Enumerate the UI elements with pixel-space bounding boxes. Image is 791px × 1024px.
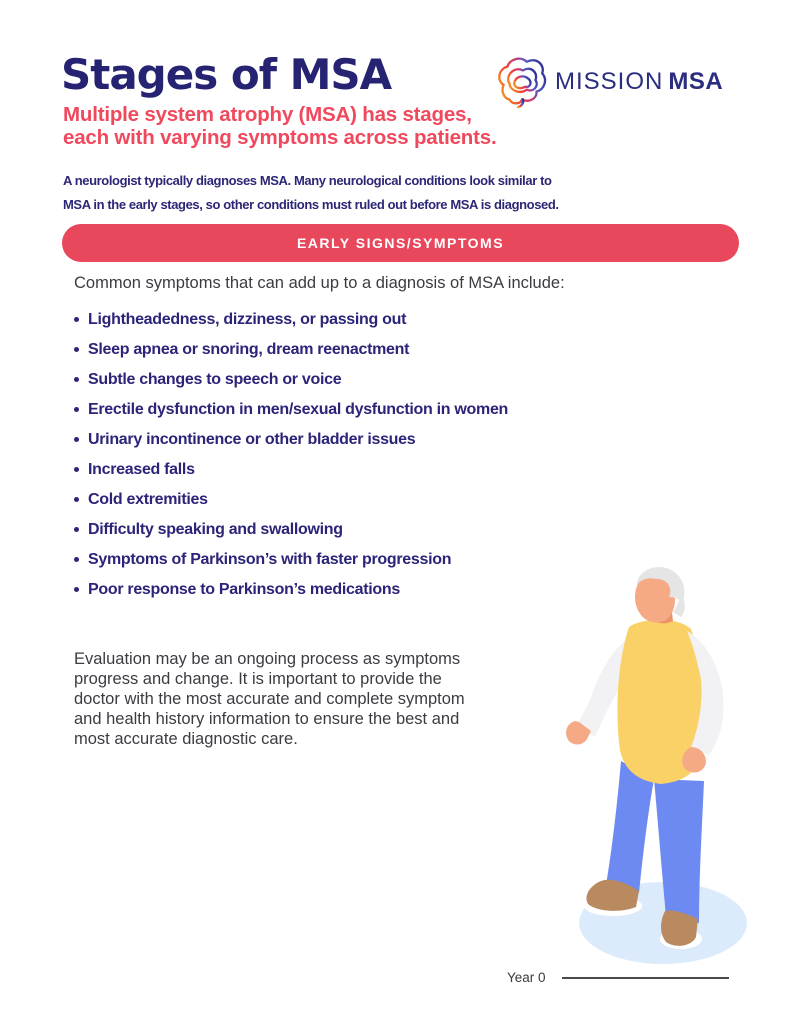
banner-label: EARLY SIGNS/SYMPTOMS	[296, 235, 505, 251]
bullet-icon	[74, 317, 79, 322]
bullet-icon	[74, 377, 79, 382]
symptom-item	[74, 545, 508, 575]
symptom-item	[74, 425, 508, 455]
symptom-item	[74, 575, 508, 605]
evaluation-line: doctor with the most accurate and complete symptom	[74, 690, 465, 708]
symptom-item	[74, 395, 508, 425]
bullet-icon	[74, 467, 79, 472]
logo-word-mission: MISSION	[555, 68, 664, 95]
intro-paragraph	[63, 169, 559, 217]
symptom-item	[74, 365, 508, 395]
symptom-text: Erectile dysfunction in men/sexual dysfunction in women	[88, 401, 509, 418]
evaluation-line: progress and change. It is important to provide the	[74, 670, 442, 688]
page-title: Stages of MSA	[61, 50, 392, 99]
page-subtitle	[63, 104, 496, 149]
bullet-icon	[74, 407, 79, 412]
symptom-text: Poor response to Parkinson’s medications	[88, 581, 400, 598]
symptom-text: Increased falls	[88, 461, 195, 478]
logo-wordmark	[555, 68, 723, 96]
symptom-text: Cold extremities	[88, 491, 208, 508]
evaluation-line: most accurate diagnostic care.	[74, 730, 298, 748]
intro-line: A neurologist typically diagnoses MSA. Many neurological conditions look similar to	[63, 173, 552, 188]
symptom-item	[74, 485, 508, 515]
bullet-icon	[74, 557, 79, 562]
symptom-item	[74, 455, 508, 485]
elderly-person-illustration	[555, 565, 765, 975]
evaluation-line: Evaluation may be an ongoing process as symptoms	[74, 650, 461, 668]
brain-icon	[494, 55, 548, 109]
symptom-text: Subtle changes to speech or voice	[88, 371, 342, 388]
symptom-text: Urinary incontinence or other bladder issues	[88, 431, 416, 448]
intro-line: MSA in the early stages, so other conditions must ruled out before MSA is diagnosed.	[63, 197, 559, 212]
symptom-text: Sleep apnea or snoring, dream reenactment	[88, 341, 410, 358]
subtitle-line: each with varying symptoms across patients.	[63, 125, 497, 149]
mission-msa-logo	[494, 52, 744, 112]
symptom-text: Difficulty speaking and swallowing	[88, 521, 343, 538]
symptom-list	[74, 305, 508, 605]
symptom-item	[74, 305, 508, 335]
subtitle-line: Multiple system atrophy (MSA) has stages,	[63, 103, 472, 126]
bullet-icon	[74, 497, 79, 502]
early-signs-banner	[62, 224, 739, 262]
logo-word-msa: MSA	[668, 68, 724, 95]
timeline-line	[562, 977, 729, 979]
evaluation-line: and health history information to ensure the best and	[74, 710, 460, 728]
evaluation-paragraph	[74, 649, 465, 749]
bullet-icon	[74, 347, 79, 352]
symptom-item	[74, 515, 508, 545]
bullet-icon	[74, 437, 79, 442]
bullet-icon	[74, 587, 79, 592]
symptom-text: Symptoms of Parkinson’s with faster progression	[88, 551, 452, 568]
timeline-year-label: Year 0	[507, 970, 546, 985]
bullet-icon	[74, 527, 79, 532]
symptoms-intro: Common symptoms that can add up to a diagnosis of MSA include:	[74, 274, 565, 292]
symptom-text: Lightheadedness, dizziness, or passing out	[88, 311, 407, 328]
symptom-item	[74, 335, 508, 365]
